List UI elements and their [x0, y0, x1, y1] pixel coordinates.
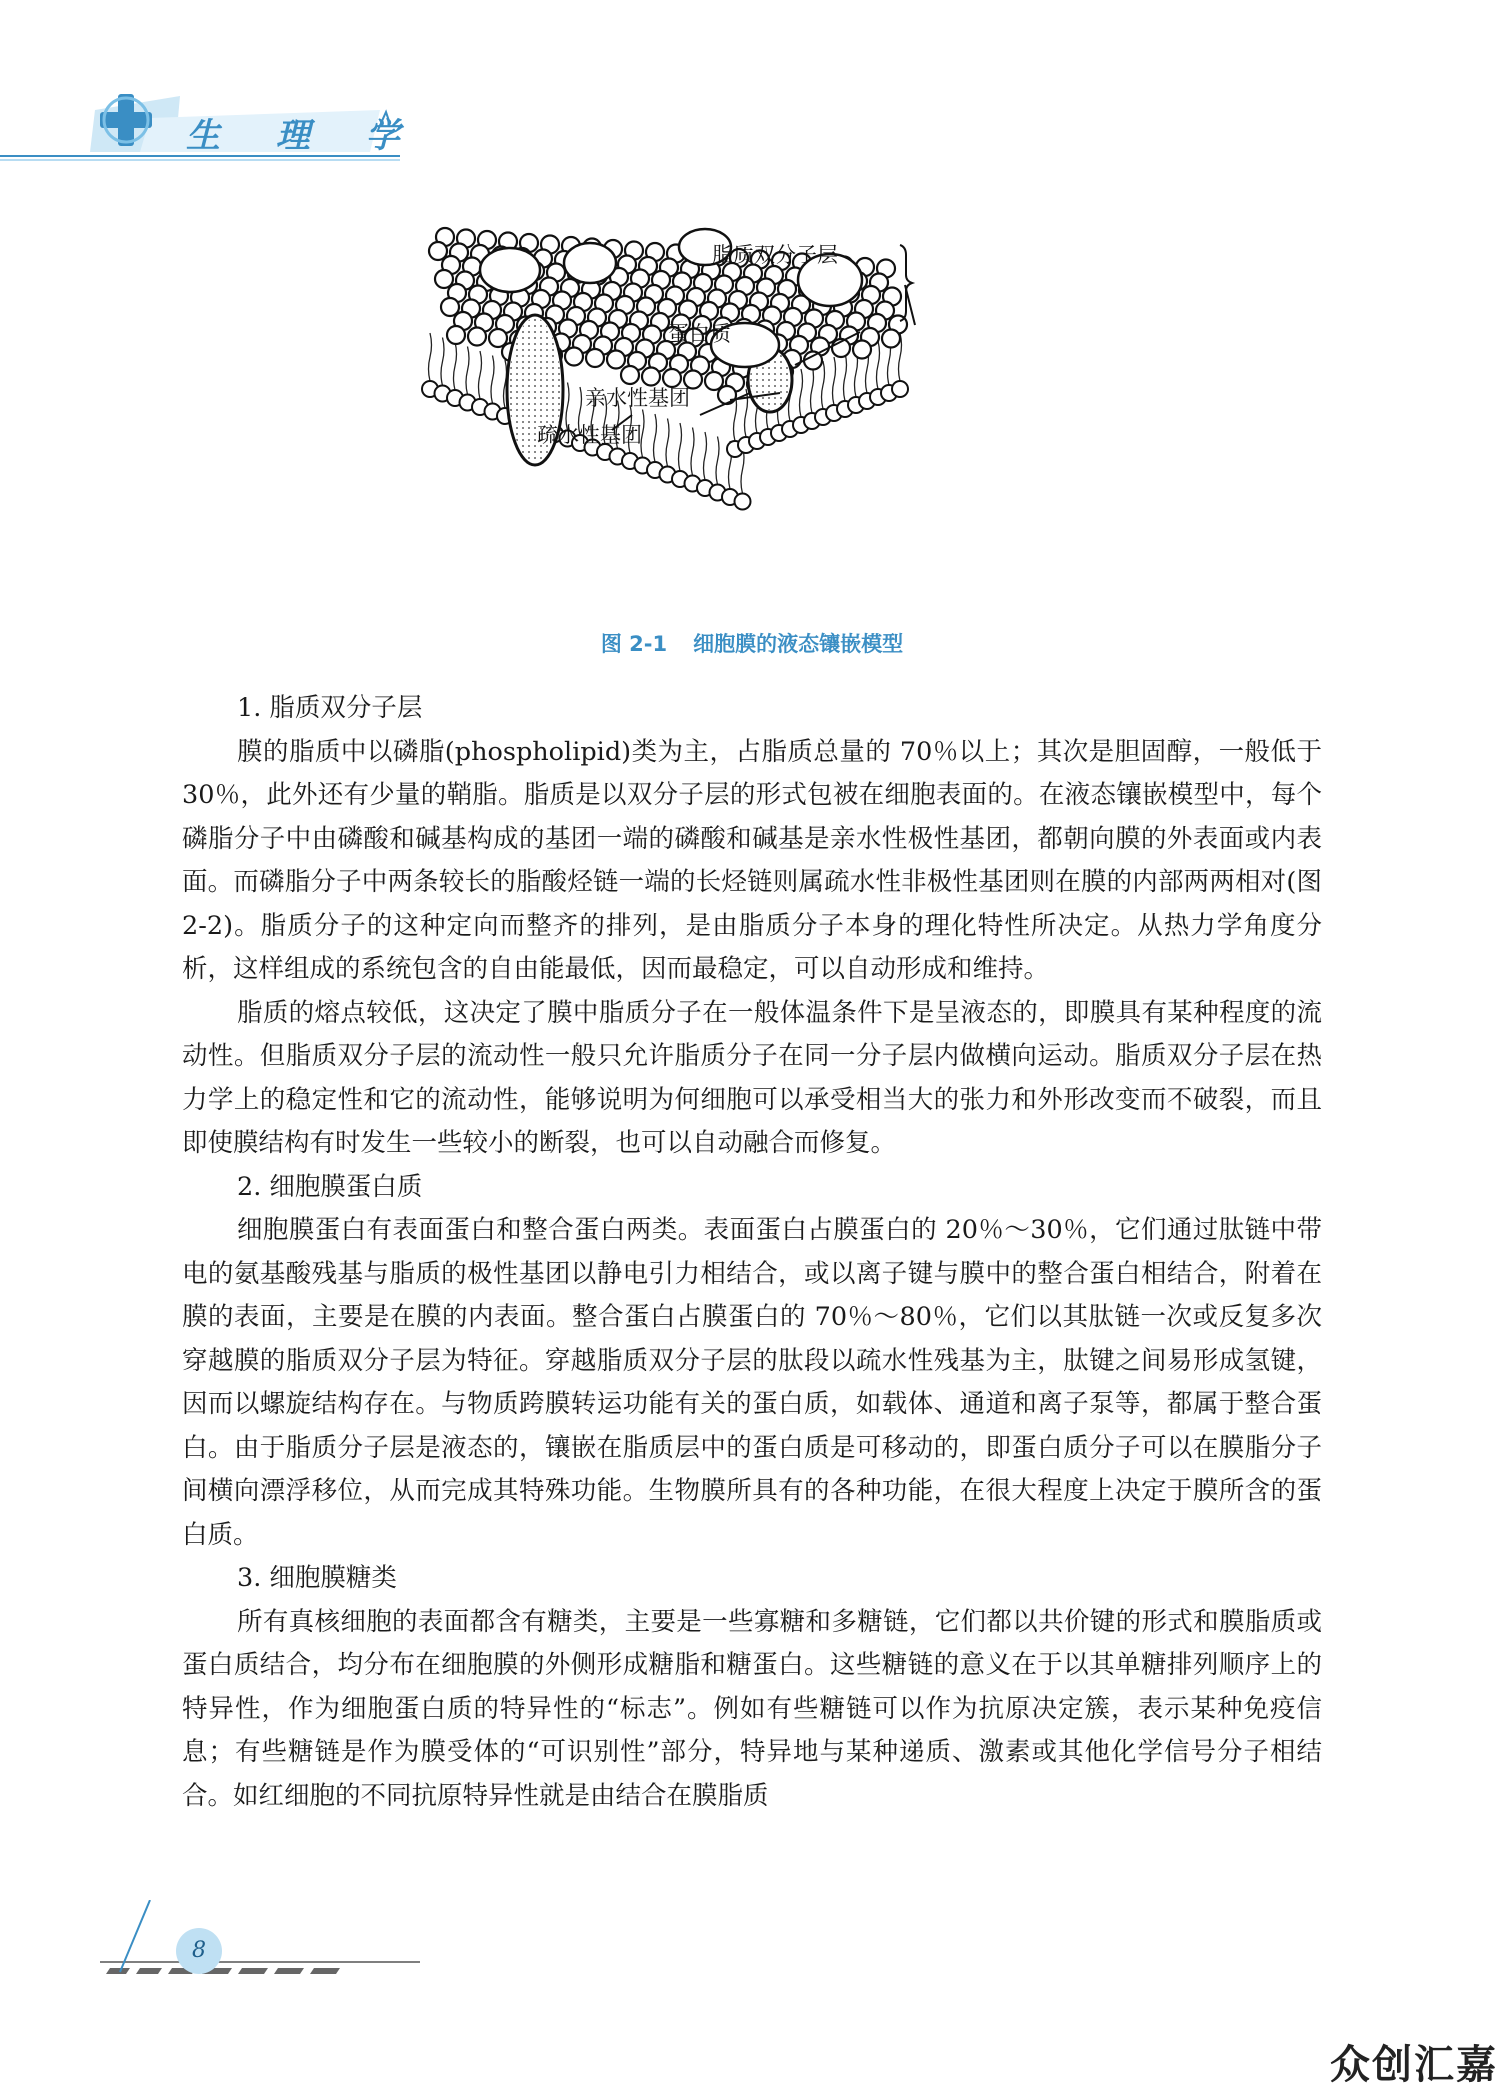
lipid-tail — [454, 342, 457, 390]
label-lipid-bilayer: 脂质双分子层 — [712, 243, 838, 267]
membrane-figure — [400, 215, 1120, 595]
figure-caption — [0, 628, 1504, 658]
lipid-tail — [716, 437, 719, 485]
label-protein: 蛋白质 — [668, 322, 731, 346]
page-header — [0, 0, 1504, 170]
body-text — [182, 687, 1322, 1818]
lipid-tail — [429, 333, 432, 381]
lipid-tail — [466, 347, 469, 395]
lipid-tail — [679, 423, 682, 471]
lipid-tail — [704, 432, 707, 480]
peripheral-protein-2 — [564, 243, 616, 283]
page-number: 8 — [176, 1928, 222, 1974]
peripheral-protein-1 — [480, 248, 540, 292]
paragraph: 膜的脂质中以磷脂(phospholipid)类为主，占脂质总量的 70％以上；其次是胆固醇，一般低于 30％，此外还有少量的鞘脂。脂质是以双分子层的形式包被在细胞表面的。在液态镶嵌模型中，每个磷脂分子中由磷酸和碱基构成的基团一端的磷酸和碱基是亲水性极性基团，都朝向膜的外表面或内表面。而磷脂分子中两条较长的脂酸烃链一端的长烃链则属疏水性非极性基团则在膜的内部两两相对(图 2-2)。脂质分子的这种定向而整齐的排列，是由脂质分子本身的理化特性所决定。从热力学角度分析，这样组成的系统包含的自由能最低，因而最稳定，可以自动形成和维持。 — [182, 736, 1322, 984]
section-heading: 1. 脂质双分子层 — [237, 693, 423, 723]
lipid-tail — [691, 428, 694, 476]
lipid-tail — [822, 361, 825, 409]
lipid-head — [468, 328, 486, 346]
lipid-head — [435, 270, 453, 288]
lipid-head — [489, 329, 507, 347]
book-title: 生 理 学 — [186, 116, 422, 156]
lipid-head — [882, 330, 900, 348]
lipid-tail — [491, 356, 494, 404]
lipid-head — [441, 298, 459, 316]
lipid-head — [853, 341, 871, 359]
fluid-mosaic-illustration — [400, 215, 1120, 595]
lipid-tail — [811, 365, 814, 413]
lipid-head — [429, 242, 447, 260]
paragraph: 细胞膜蛋白有表面蛋白和整合蛋白两类。表面蛋白占膜蛋白的 20％～30％，它们通过肽链中带电的氨基酸残基与脂质的极性基团以静电引力相结合，或以离子键与膜中的整合蛋白相结合，附着在膜的表面，主要是在膜的内表面。整合蛋白占膜蛋白的 70％～80％，它们以其肽链一次或反复多次穿越膜的脂质双分子层为特征。穿越脂质双分子层的肽段以疏水性残基为主，肽键之间易形成氢键，因而以螺旋结构存在。与物质跨膜转运功能有关的蛋白质，如载体、通道和离子泵等，都属于整合蛋白。由于脂质分子层是液态的，镶嵌在脂质层中的蛋白质是可移动的，即蛋白质分子可以在膜脂分子间横向漂浮移位，从而完成其特殊功能。生物膜所具有的各种功能，在很大程度上决定于膜所含的蛋白质。 — [182, 1215, 1322, 1550]
footer-decoration — [0, 1900, 1504, 1980]
paragraph: 所有真核细胞的表面都含有糖类，主要是一些寡糖和多糖链，它们都以共价键的形式和膜脂质或蛋白质结合，均分布在细胞膜的外侧形成糖脂和糖蛋白。这些糖链的意义在于以其单糖排列顺序上的特异性，作为细胞蛋白质的特异性的“标志”。例如有些糖链可以作为抗原决定簇，表示某种免疫信息；有些糖链是作为膜受体的“可识别性”部分，特异地与某种递质、激素或其他化学信号分子相结合。如红细胞的不同抗原特异性就是由结合在膜脂质 — [182, 1606, 1322, 1811]
lipid-tail — [877, 341, 880, 389]
lipid-head — [804, 352, 822, 370]
lipid-head — [607, 351, 625, 369]
lipid-head — [565, 348, 583, 366]
lipid-tail — [479, 351, 482, 399]
lipid-tail — [844, 353, 847, 401]
lipid-tail — [833, 357, 836, 405]
page-footer — [0, 1900, 1504, 1980]
lipid-tail — [800, 369, 803, 417]
lipid-head — [447, 326, 465, 344]
section-heading: 2. 细胞膜蛋白质 — [237, 1171, 423, 1202]
lipid-head-lower — [735, 494, 751, 510]
paragraph: 脂质的熔点较低，这决定了膜中脂质分子在一般体温条件下是呈液态的，即膜具有某种程度的流动性。但脂质双分子层的流动性一般只允许脂质分子在同一分子层内做横向运动。脂质双分子层在热力学上的稳定性和它的流动性，能够说明为何细胞可以承受相当大的张力和外形改变而不破裂，而且即使膜结构有时发生一些较小的断裂，也可以自动融合而修复。 — [182, 997, 1322, 1158]
caption-text: 细胞膜的液态镶嵌模型 — [693, 632, 904, 656]
lipid-tail — [441, 338, 444, 386]
lipid-head-lower — [892, 381, 908, 397]
label-hydrophobic: 疏水性基团 — [537, 423, 642, 447]
lipid-head — [705, 372, 723, 390]
watermark: 众创汇嘉 — [1330, 2042, 1498, 2088]
lipid-head — [586, 349, 604, 367]
caption-number: 图 2-1 — [600, 632, 668, 656]
label-hydrophilic: 亲水性基团 — [585, 386, 690, 410]
section-heading: 3. 细胞膜糖类 — [237, 1563, 397, 1593]
lipid-tail — [666, 419, 669, 467]
lipid-tail — [654, 414, 657, 462]
